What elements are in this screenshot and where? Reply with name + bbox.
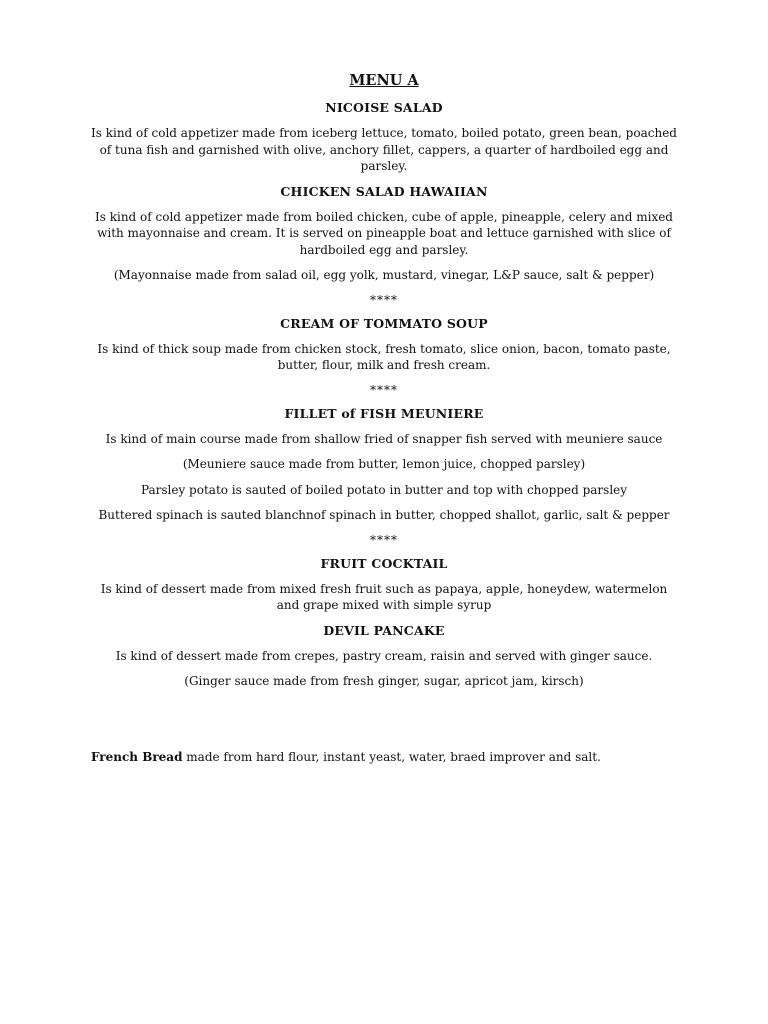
mayonnaise-note: (Mayonnaise made from salad oil, egg yolk, mustard, vinegar, L&P sauce, salt & pepper) (113, 268, 655, 282)
dish-title-fruit-cocktail: FRUIT COCKTAIL (320, 555, 448, 571)
dish-title-fish-meuniere: FILLET of FISH MEUNIERE (284, 405, 484, 421)
dish-description-nicoise-salad: Is kind of cold appetizer made from iceberg lettuce, tomato, boiled potato, green bean, poached of tuna fish and garnished with olive, anchory fillet, cappers, a quarter of hardboiled egg and parsley. (91, 126, 677, 173)
course-separator: **** (370, 382, 398, 397)
parsley-potato-note: Parsley potato is sauted of boiled potato in butter and top with chopped parsley (140, 482, 628, 497)
french-bread-line (91, 749, 711, 765)
course-separator: **** (370, 292, 398, 307)
dish-title-devil-pancake: DEVIL PANCAKE (323, 622, 445, 638)
meuniere-sauce-note: (Meuniere sauce made from butter, lemon juice, chopped parsley) (182, 457, 586, 471)
french-bread-label: French Bread (91, 750, 183, 764)
french-bread-text: made from hard flour, instant yeast, water, braed improver and salt. (182, 750, 601, 764)
dish-description-fish-meuniere: Is kind of main course made from shallow fried of snapper fish served with meuniere sauce (105, 431, 663, 446)
dish-description-chicken-salad: Is kind of cold appetizer made from boiled chicken, cube of apple, pineapple, celery and mixed with mayonnaise and cream. It is served on pineapple boat and lettuce garnished with slice of hardboiled egg and parsley. (95, 209, 673, 257)
dish-title-chicken-salad: CHICKEN SALAD HAWAIIAN (280, 183, 488, 199)
buttered-spinach-note: Buttered spinach is sauted blanchnof spinach in butter, chopped shallot, garlic, salt & pepper (98, 508, 670, 522)
dish-description-tomato-soup: Is kind of thick soup made from chicken stock, fresh tomato, slice onion, bacon, tomato paste, butter, flour, milk and fresh cream. (97, 341, 671, 372)
dish-description-fruit-cocktail: Is kind of dessert made from mixed fresh fruit such as papaya, apple, honeydew, watermelon and grape mixed with simple syrup (100, 581, 668, 612)
dish-title-nicoise-salad: NICOISE SALAD (325, 100, 443, 115)
menu-title: MENU A (349, 72, 419, 89)
course-separator: **** (370, 532, 398, 547)
ginger-sauce-note: (Ginger sauce made from fresh ginger, sugar, apricot jam, kirsch) (184, 674, 584, 688)
menu-content (88, 70, 680, 699)
dish-title-tomato-soup: CREAM OF TOMMATO SOUP (280, 315, 488, 331)
dish-description-devil-pancake: Is kind of dessert made from crepes, pastry cream, raisin and served with ginger sauce. (115, 648, 653, 663)
